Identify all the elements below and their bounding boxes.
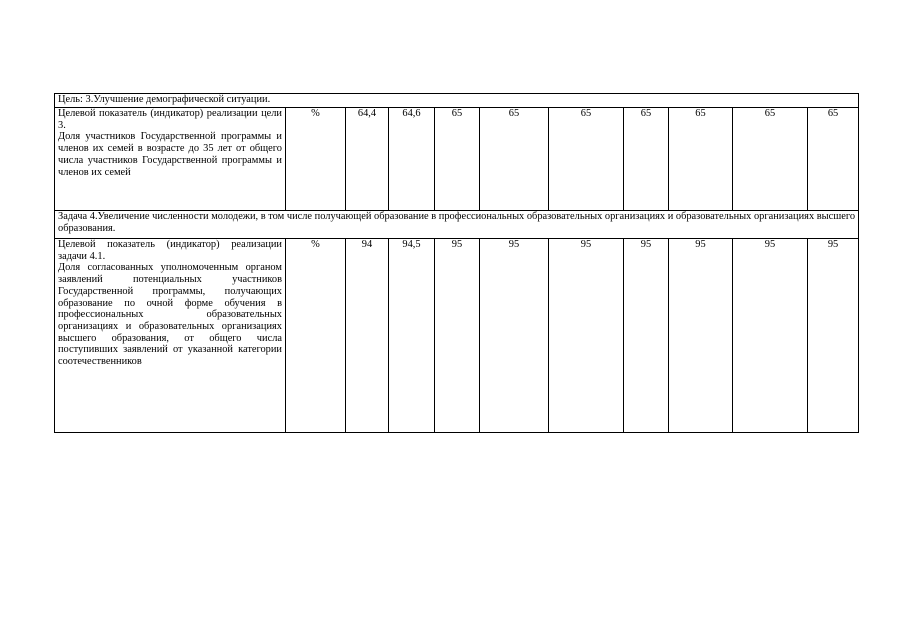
goal-indicator-value: 65 xyxy=(624,108,669,211)
task-indicator-value: 95 xyxy=(480,239,549,433)
task-indicator-description xyxy=(55,239,286,433)
task-indicator-value: 95 xyxy=(435,239,480,433)
task-indicator-text: Доля согласованных уполномоченным органом заявлений потенциальных участников Государственной программы, получающих образование по очной форме обучения в профессиональных образовательных организациях и образовательных организациях высшего образования, от общего числа поступивших заявлений от указанной категории соотечественников xyxy=(58,262,282,368)
indicators-table xyxy=(54,93,859,433)
goal-indicator-unit: % xyxy=(286,108,346,211)
task-indicator-unit: % xyxy=(286,239,346,433)
goal-indicator-description xyxy=(55,108,286,211)
goal-indicator-label: Целевой показатель (индикатор) реализации цели 3. xyxy=(58,108,282,131)
goal-indicator-row xyxy=(55,108,859,211)
task-indicator-value: 95 xyxy=(808,239,859,433)
task-row xyxy=(55,211,859,239)
task-indicator-value: 95 xyxy=(669,239,733,433)
goal-indicator-text: Доля участников Государственной программы и членов их семей в возрасте до 35 лет от общего числа участников Государственной программы и членов их семей xyxy=(58,131,282,178)
goal-indicator-value: 65 xyxy=(480,108,549,211)
goal-indicator-value: 64,6 xyxy=(389,108,435,211)
goal-indicator-value: 65 xyxy=(435,108,480,211)
goal-title: Цель: 3.Улучшение демографической ситуации. xyxy=(55,94,859,108)
task-indicator-row xyxy=(55,239,859,433)
goal-indicator-value: 64,4 xyxy=(346,108,389,211)
goal-indicator-value: 65 xyxy=(808,108,859,211)
goal-indicator-value: 65 xyxy=(733,108,808,211)
task-indicator-value: 94,5 xyxy=(389,239,435,433)
task-indicator-label: Целевой показатель (индикатор) реализации задачи 4.1. xyxy=(58,239,282,262)
task-indicator-value: 95 xyxy=(624,239,669,433)
task-indicator-value: 95 xyxy=(549,239,624,433)
task-indicator-value: 94 xyxy=(346,239,389,433)
goal-indicator-value: 65 xyxy=(549,108,624,211)
goal-indicator-value: 65 xyxy=(669,108,733,211)
goal-row xyxy=(55,94,859,108)
task-title: Задача 4.Увеличение численности молодежи, в том числе получающей образование в профессиональных образовательных организациях и образовательных организациях высшего образования. xyxy=(55,211,859,239)
task-indicator-value: 95 xyxy=(733,239,808,433)
